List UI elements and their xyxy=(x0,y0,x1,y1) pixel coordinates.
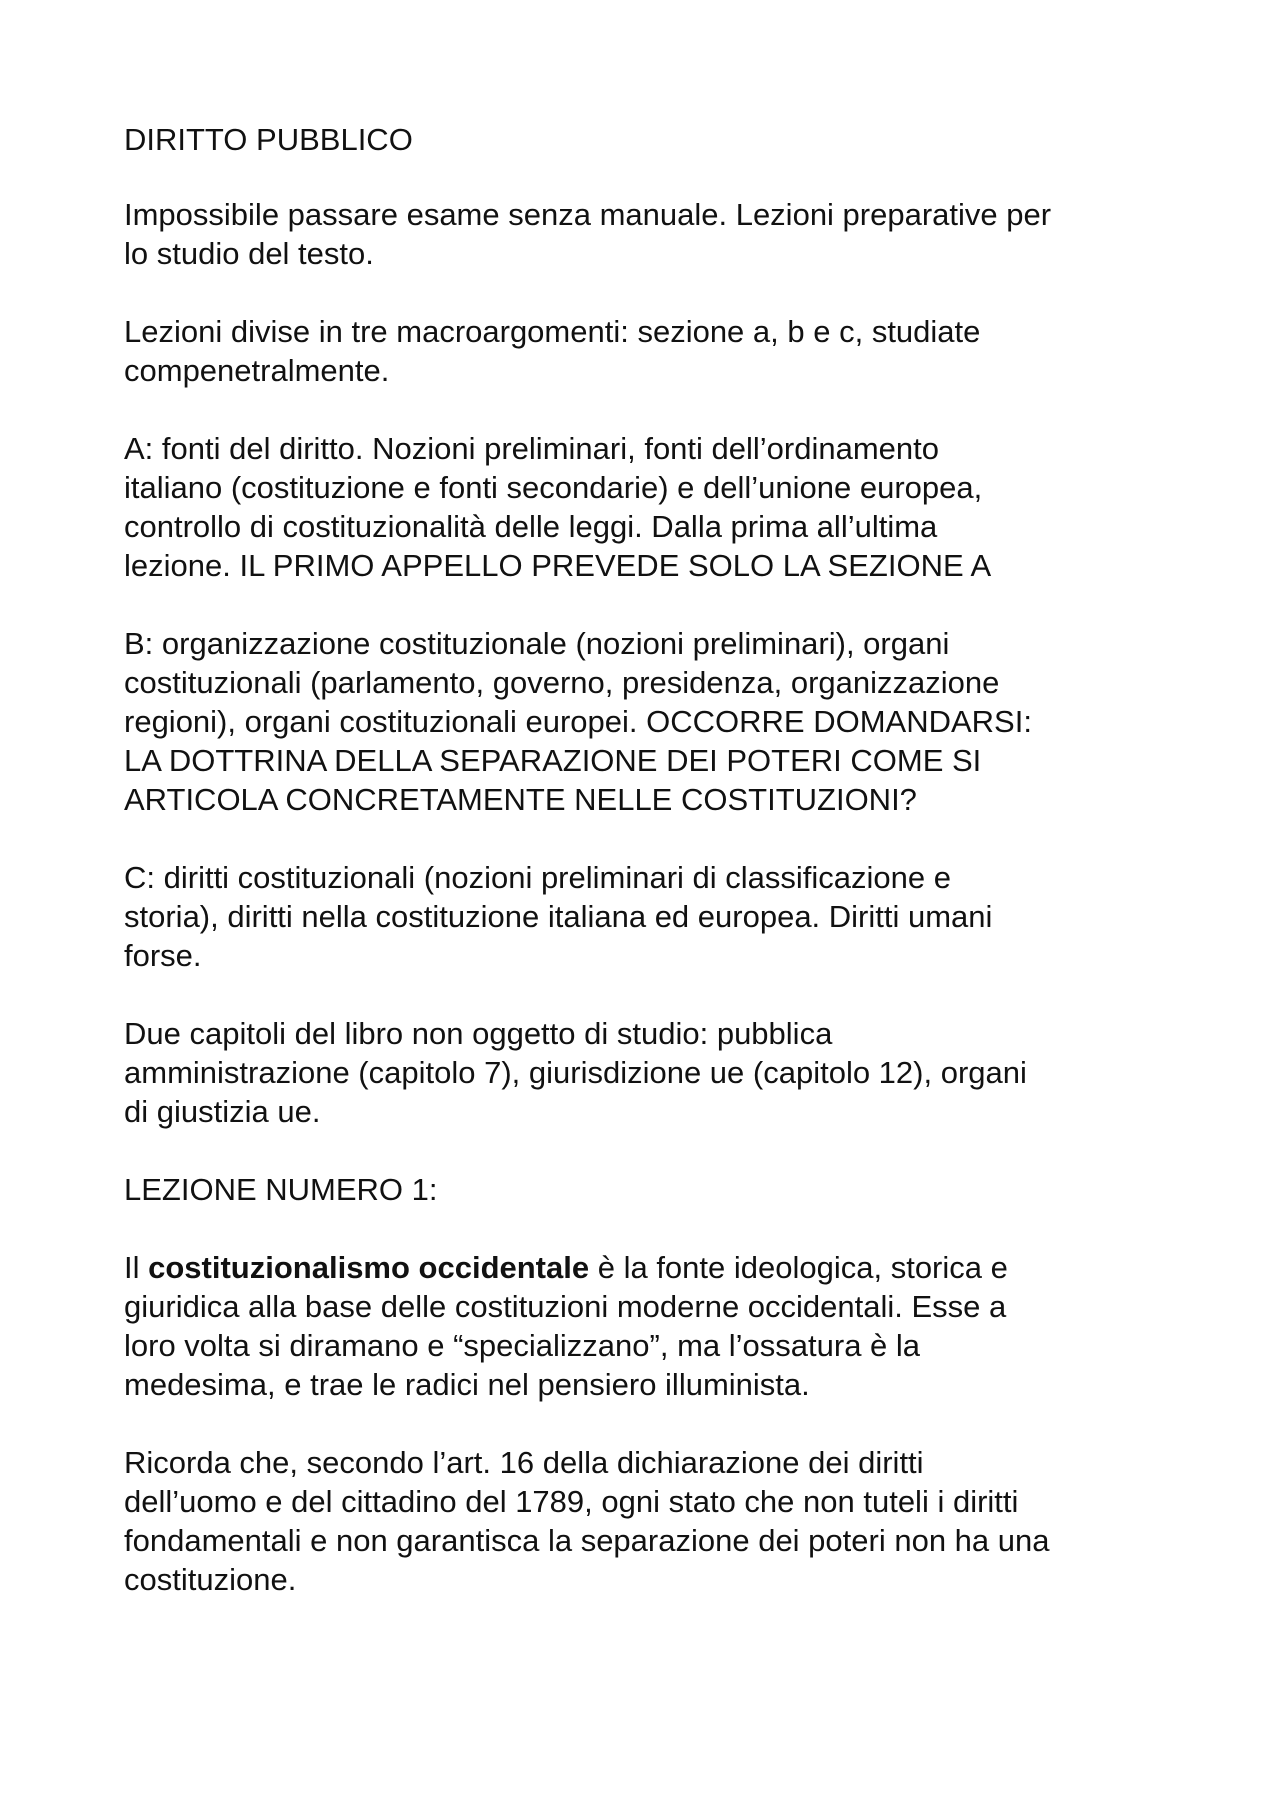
paragraph-line: Impossibile passare esame senza manuale. Lezioni preparative per xyxy=(124,197,1052,232)
section-c-paragraph xyxy=(124,858,1184,975)
line-rest: è la fonte ideologica, storica e xyxy=(589,1250,1008,1285)
sections-intro-paragraph xyxy=(124,312,1184,390)
lesson-heading xyxy=(124,1170,1184,1209)
bold-term: costituzionalismo occidentale xyxy=(148,1250,590,1285)
paragraph-line: di giustizia ue. xyxy=(124,1094,321,1129)
paragraph-line: LA DOTTRINA DELLA SEPARAZIONE DEI POTERI COME SI xyxy=(124,743,982,778)
paragraph-line: costituzionali (parlamento, governo, presidenza, organizzazione xyxy=(124,665,1000,700)
paragraph-line: lezione. IL PRIMO APPELLO PREVEDE SOLO LA SEZIONE A xyxy=(124,548,992,583)
line-prefix: Il xyxy=(124,1250,149,1285)
paragraph-line: regioni), organi costituzionali europei. OCCORRE DOMANDARSI: xyxy=(124,704,1032,739)
paragraph-line: storia), diritti nella costituzione italiana ed europea. Diritti umani xyxy=(124,899,993,934)
paragraph-line: C: diritti costituzionali (nozioni preliminari di classificazione e xyxy=(124,860,951,895)
intro-paragraph xyxy=(124,195,1184,273)
paragraph-line: forse. xyxy=(124,938,202,973)
paragraph-line: Due capitoli del libro non oggetto di studio: pubblica xyxy=(124,1016,833,1051)
lesson-heading-text: LEZIONE NUMERO 1: xyxy=(124,1172,438,1207)
paragraph-line xyxy=(124,1248,1184,1287)
constitutionalism-paragraph xyxy=(124,1248,1184,1404)
paragraph-line: Lezioni divise in tre macroargomenti: sezione a, b e c, studiate xyxy=(124,314,981,349)
paragraph-line: A: fonti del diritto. Nozioni preliminari, fonti dell’ordinamento xyxy=(124,431,940,466)
paragraph-line: ARTICOLA CONCRETAMENTE NELLE COSTITUZIONI? xyxy=(124,782,917,817)
paragraph-line: dell’uomo e del cittadino del 1789, ogni stato che non tuteli i diritti xyxy=(124,1484,1019,1519)
paragraph-line: giuridica alla base delle costituzioni moderne occidentali. Esse a xyxy=(124,1289,1007,1324)
paragraph-line: costituzione. xyxy=(124,1562,297,1597)
title-text: DIRITTO PUBBLICO xyxy=(124,122,413,157)
section-a-paragraph xyxy=(124,429,1184,585)
paragraph-line: loro volta si diramano e “specializzano”, ma l’ossatura è la xyxy=(124,1328,921,1363)
section-b-paragraph xyxy=(124,624,1184,819)
excluded-chapters-paragraph xyxy=(124,1014,1184,1131)
paragraph-line: controllo di costituzionalità delle leggi. Dalla prima all’ultima xyxy=(124,509,938,544)
paragraph-line: lo studio del testo. xyxy=(124,236,374,271)
reminder-paragraph xyxy=(124,1443,1184,1599)
paragraph-line: medesima, e trae le radici nel pensiero illuminista. xyxy=(124,1367,810,1402)
paragraph-line: amministrazione (capitolo 7), giurisdizione ue (capitolo 12), organi xyxy=(124,1055,1027,1090)
paragraph-line: Ricorda che, secondo l’art. 16 della dichiarazione dei diritti xyxy=(124,1445,924,1480)
document-title xyxy=(124,120,1184,159)
document-page xyxy=(124,120,1184,1638)
paragraph-line: B: organizzazione costituzionale (nozioni preliminari), organi xyxy=(124,626,950,661)
paragraph-line: compenetralmente. xyxy=(124,353,390,388)
paragraph-line: italiano (costituzione e fonti secondarie) e dell’unione europea, xyxy=(124,470,983,505)
paragraph-line: fondamentali e non garantisca la separazione dei poteri non ha una xyxy=(124,1523,1050,1558)
